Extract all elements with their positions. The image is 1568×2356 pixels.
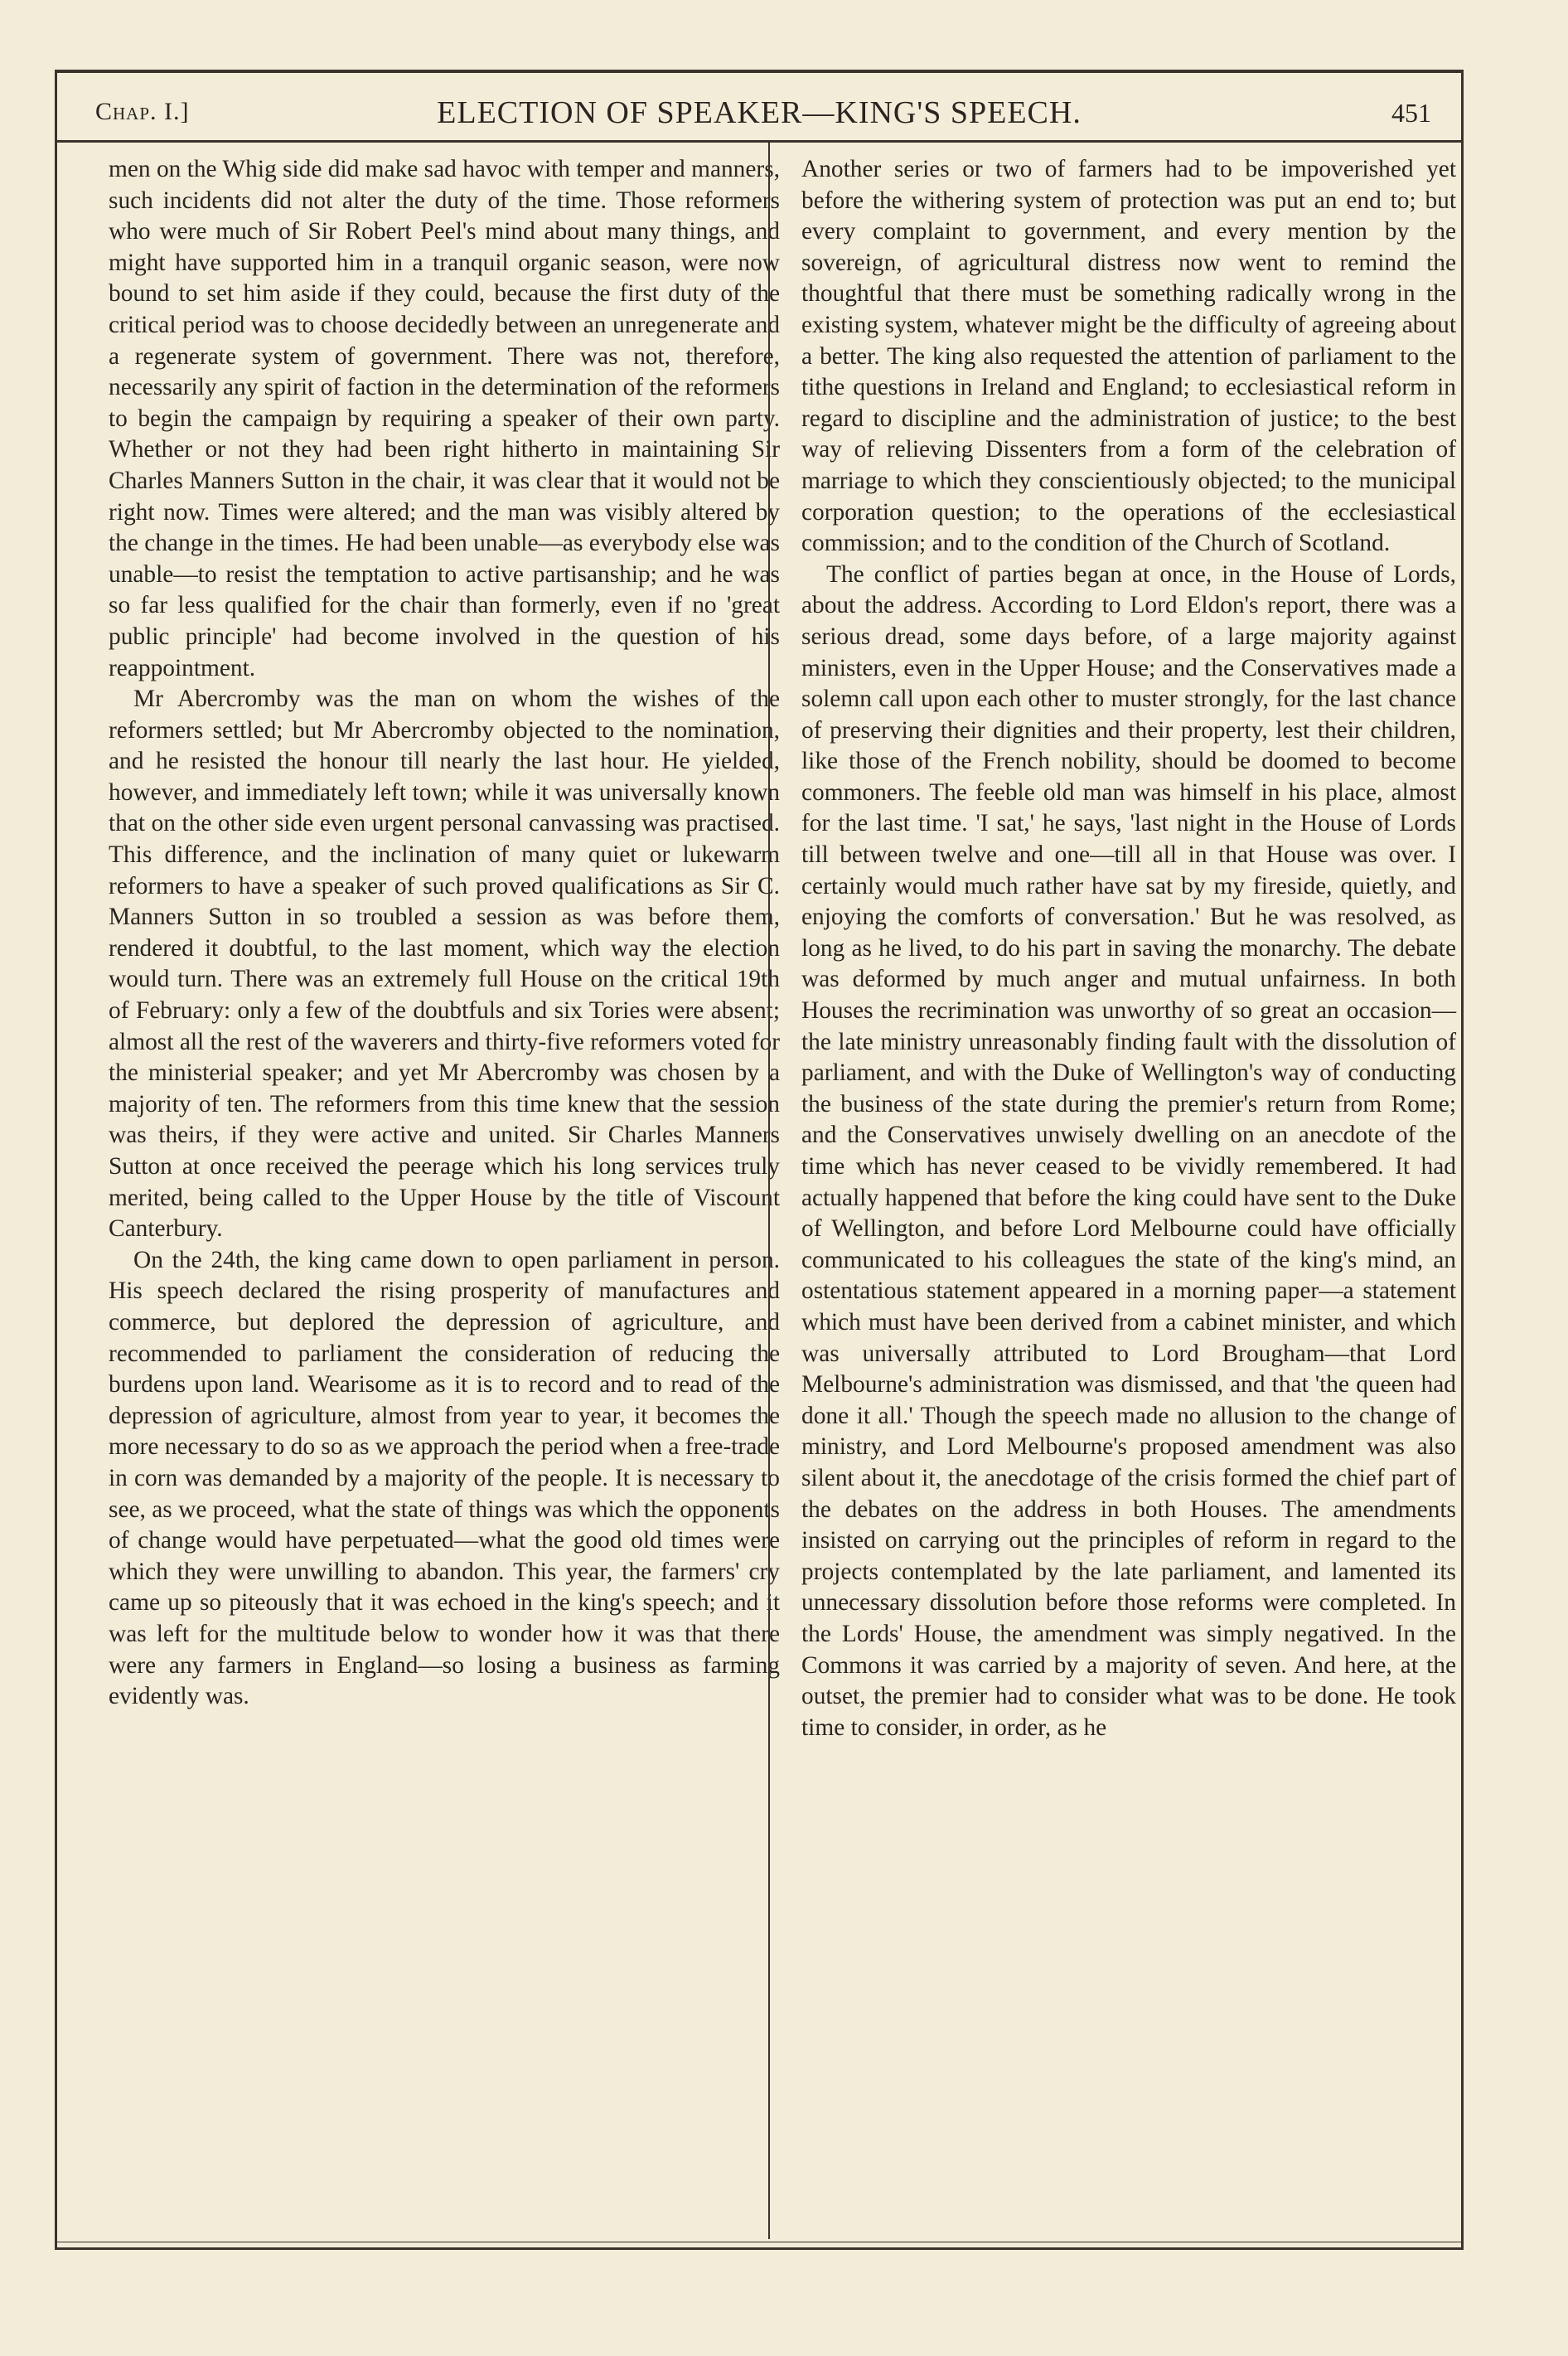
- right-paragraph-2: The conflict of parties began at once, in the House of Lords, about the address. According to Lord Eldon's report, there was a serious dread, some days before, of a large majority against ministers, even in the Upper House; and the Conservatives made a solemn call upon each other to muster strongly, for the last chance of preserving their dignities and their property, lest their children, like those of the French nobility, should be doomed to become commoners. The feeble old man was himself in his place, almost for the last time. 'I sat,' he says, 'last night in the House of Lords till between twelve and one—till all in that House was over. I certainly would much rather have sat by my fireside, quietly, and enjoying the comforts of conversation.' But he was resolved, as long as he lived, to do his part in saving the monarchy. The debate was deformed by much anger and mutual unfairness. In both Houses the recrimination was unworthy of so great an occasion—the late ministry unreasonably finding fault with the dissolution of parliament, and with the Duke of Wellington's way of conducting the business of the state during the premier's return from Rome; and the Conservatives unwisely dwelling on an anecdote of the time which has never ceased to be vividly remembered. It had actually happened that before the king could have sent to the Duke of Wellington, and before Lord Melbourne could have officially communicated to his colleagues the state of the king's mind, an ostentatious statement appeared in a morning paper—a statement which must have been derived from a cabinet minister, and which was universally attributed to Lord Brougham—that Lord Melbourne's administration was dismissed, and that 'the queen had done it all.' Though the speech made no allusion to the change of ministry, and Lord Melbourne's proposed amendment was also silent about it, the anecdotage of the crisis formed the chief part of the debates on the address in both Houses. The amendments insisted on carrying out the principles of reform in regard to the projects contemplated by the late parliament, and lamented its unnecessary dissolution before those reforms were completed. In the Lords' House, the amendment was simply negatived. In the Commons it was carried by a majority of seven. And here, at the outset, the premier had to consider what was to be done. He took time to consider, in order, as he: [801, 560, 1456, 1741]
- running-header: [57, 73, 1461, 143]
- chapter-label: Chap. I.]: [95, 98, 190, 125]
- text-columns: [57, 143, 1461, 2239]
- page-number: 451: [1391, 98, 1431, 128]
- left-paragraph-2: Mr Abercromby was the man on whom the wishes of the reformers settled; but Mr Abercromby objected to the nomination, and he resisted the honour till nearly the last hour. He yielded, however, and immediately left town; while it was universally known that on the other side even urgent personal canvassing was practised. This difference, and the inclination of many quiet or lukewarm reformers to have a speaker of such proved qualifications as Sir C. Manners Sutton in so troubled a session as was before them, rendered it doubtful, to the last moment, which way the election would turn. There was an extremely full House on the critical 19th of February: only a few of the doubtfuls and six Tories were absent; almost all the rest of the waverers and thirty-five reformers voted for the ministerial speaker; and yet Mr Abercromby was chosen by a majority of ten. The reformers from this time knew that the session was theirs, if they were active and united. Sir Charles Manners Sutton at once received the peerage which his long services truly merited, being called to the Upper House by the title of Viscount Canterbury.: [109, 686, 780, 1243]
- page-frame: [55, 70, 1464, 2250]
- right-column: [768, 143, 1456, 2239]
- left-paragraph-1: men on the Whig side did make sad havoc with temper and manners, such incidents did not alter the duty of the time. Those reformers who were much of Sir Robert Peel's mind about many things, and might have supported him in a tranquil organic season, were now bound to set him aside if they could, because the first duty of the critical period was to choose decidedly between an unregenerate and a regenerate system of government. There was not, therefore, necessarily any spirit of faction in the determination of the reformers to begin the campaign by requiring a speaker of their own party. Whether or not they had been right hitherto in maintaining Sir Charles Manners Sutton in the chair, it was clear that it would not be right now. Times were altered; and the man was visibly altered by the change in the times. He had been unable—as everybody else was unable—to resist the temptation to active partisanship; and he was so far less qualified for the chair than formerly, even if no 'great public principle' had become involved in the question of his reappointment.: [109, 156, 780, 681]
- left-paragraph-3: On the 24th, the king came down to open parliament in person. His speech declared the rising prosperity of manufactures and commerce, but deplored the depression of agriculture, and recommended to parliament the consideration of reducing the burdens upon land. Wearisome as it is to record and to read of the depression of agriculture, almost from year to year, it becomes the more necessary to do so as we approach the period when a free-trade in corn was demanded by a majority of the people. It is necessary to see, as we proceed, what the state of things was which the opponents of change would have perpetuated—what the good old times were which they were unwilling to abandon. This year, the farmers' cry came up so piteously that it was echoed in the king's speech; and it was left for the multitude below to wonder how it was that there were any farmers in England—so losing a business as farming evidently was.: [109, 1246, 780, 1710]
- page-title: ELECTION OF SPEAKER—KING'S SPEECH.: [437, 95, 1082, 130]
- right-paragraph-1: Another series or two of farmers had to be impoverished yet before the withering system of protection was put an end to; but every complaint to government, and every mention by the sovereign, of agricultural distress now went to remind the thoughtful that there must be something radically wrong in the existing system, whatever might be the difficulty of agreeing about a better. The king also requested the attention of parliament to the tithe questions in Ireland and England; to ecclesiastical reform in regard to discipline and the administration of justice; to the best way of relieving Dissenters from a form of the celebration of marriage to which they conscientiously objected; to the municipal corporation question; to the operations of the ecclesiastical commission; and to the condition of the Church of Scotland.: [801, 156, 1456, 557]
- left-column: [74, 143, 795, 2239]
